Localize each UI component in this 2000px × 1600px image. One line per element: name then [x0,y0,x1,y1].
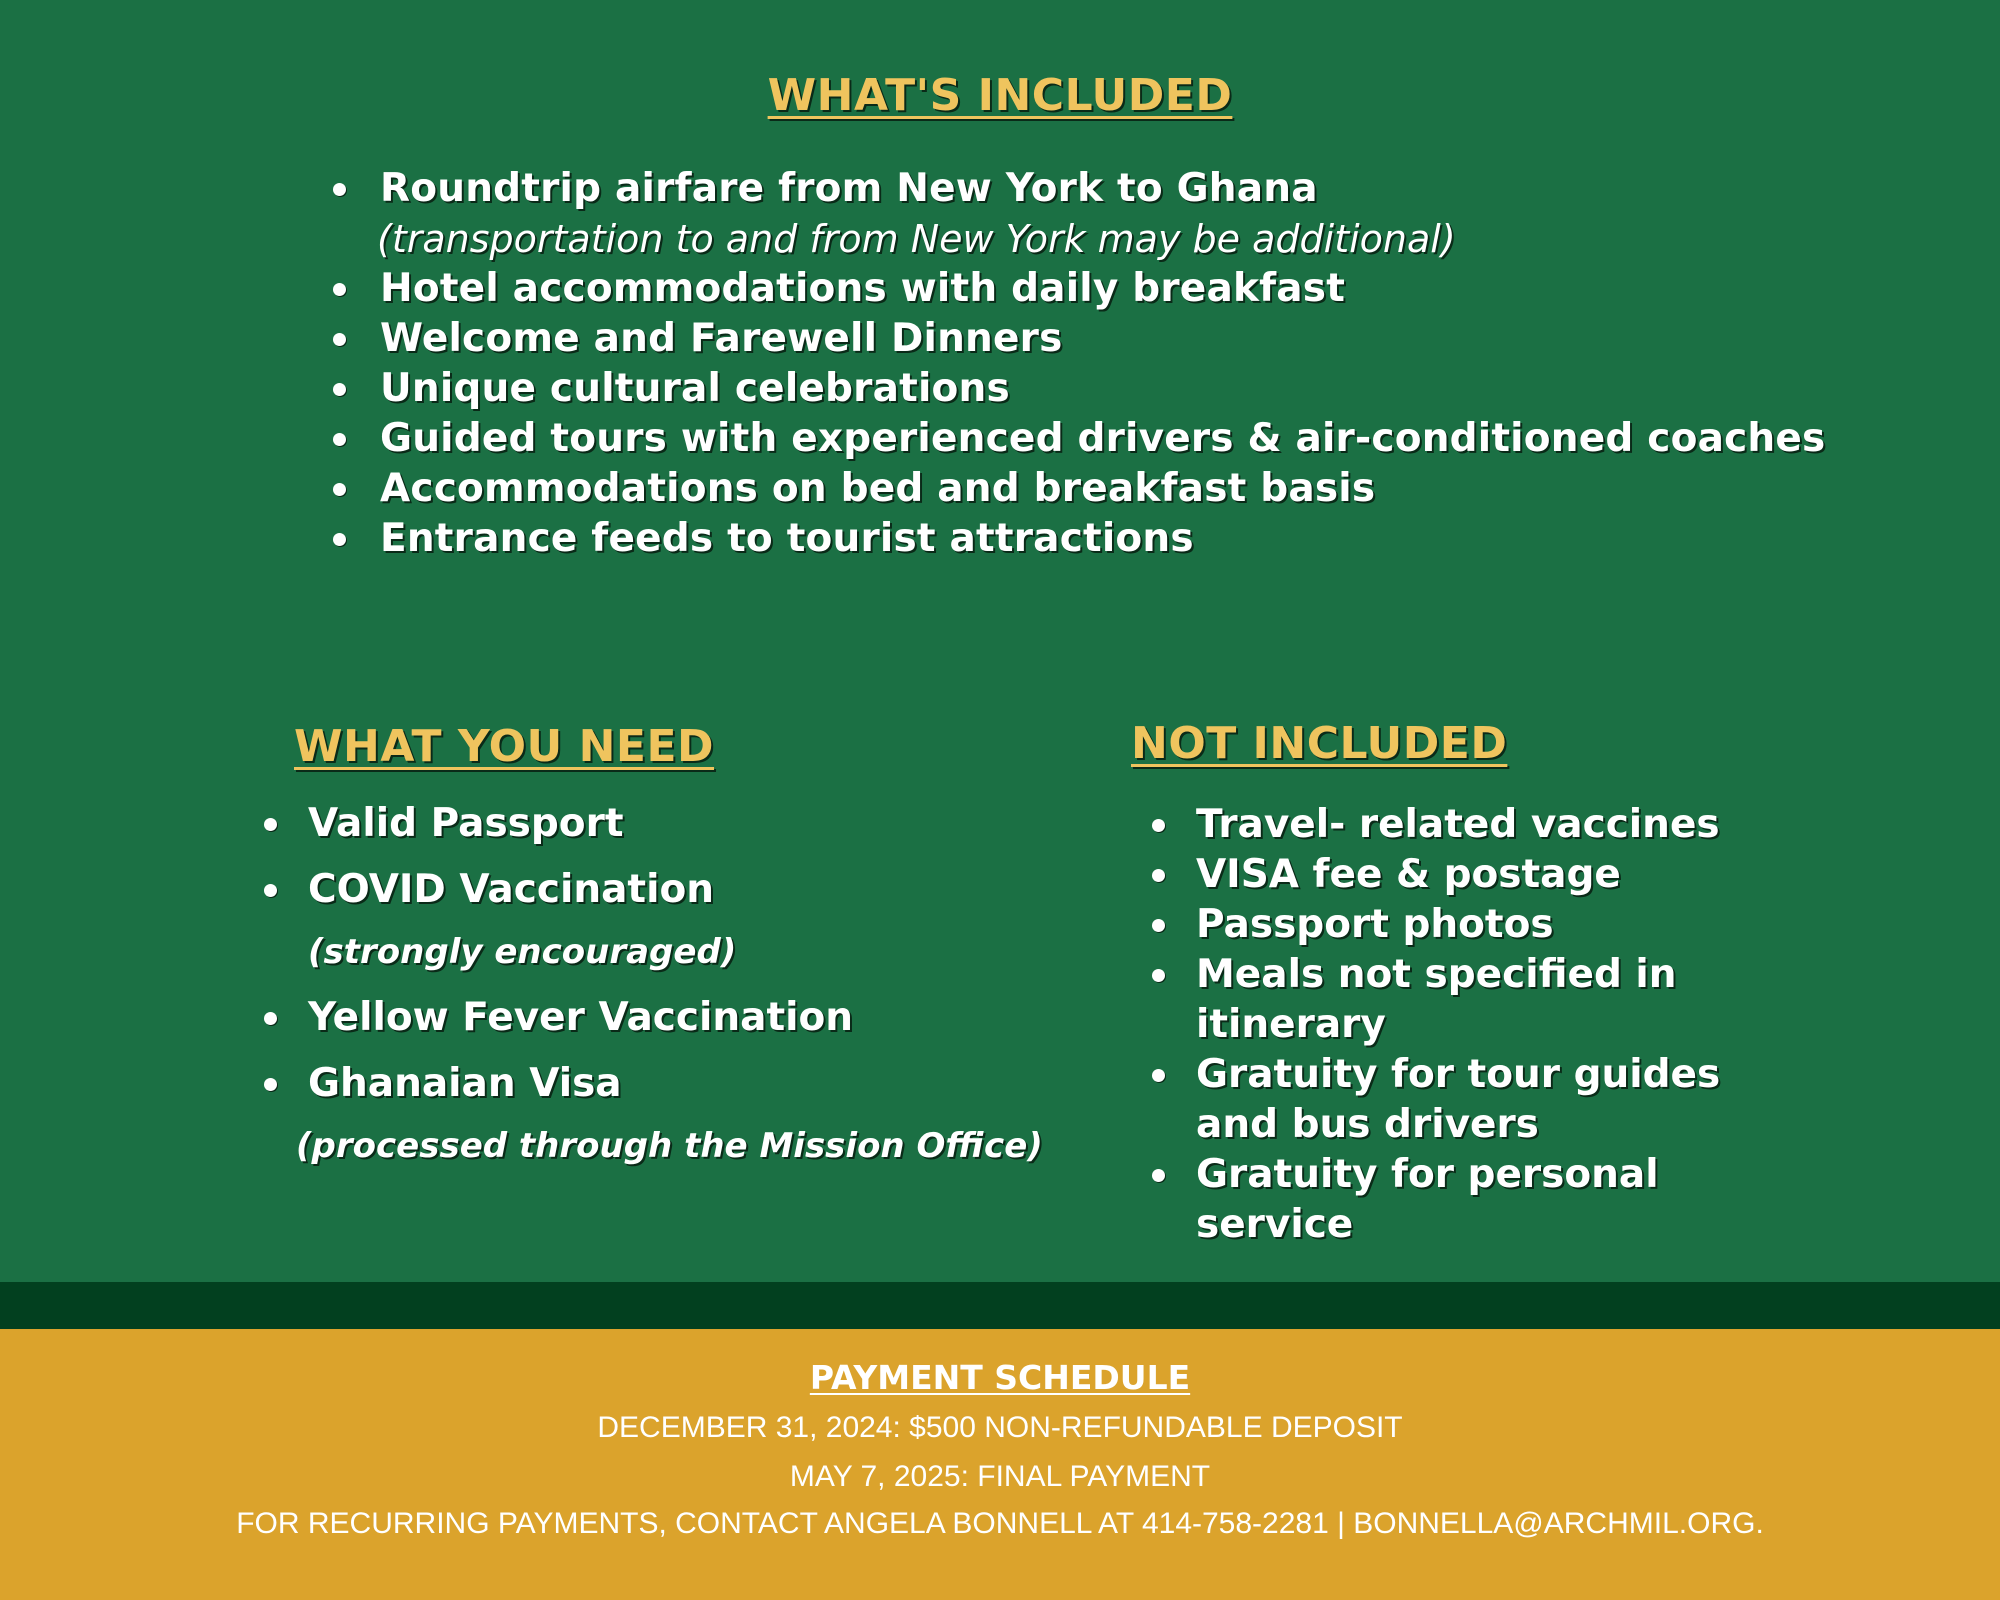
list-item: Accommodations on bed and breakfast basis [380,464,1825,514]
divider-band [0,1282,2000,1329]
airfare-note: (transportation to and from New York may be additional) [377,217,1456,261]
list-item: Gratuity for tour guides and bus drivers [1196,1050,1796,1150]
deposit-line: DECEMBER 31, 2024: $500 NON-REFUNDABLE DEPOSIT [597,1411,1403,1444]
visa-note: (processed through the Mission Office) [296,1126,1043,1166]
list-item: Valid Passport [308,796,1043,852]
list-item: Meals not specified in itinerary [1196,950,1756,1050]
final-payment-line: MAY 7, 2025: FINAL PAYMENT [789,1460,1211,1493]
list-item: VISA fee & postage [1196,850,1836,900]
whats-included-list [377,164,1826,564]
list-item: Yellow Fever Vaccination [308,990,1043,1046]
not-included-list [1196,800,1836,1250]
list-item: Travel- related vaccines [1196,800,1836,850]
contact-line: FOR RECURRING PAYMENTS, CONTACT ANGELA BONNELL AT 414-758-2281 | BONNELLA@ARCHMIL.ORG. [236,1507,1764,1540]
list-item: Passport photos [1196,900,1836,950]
what-you-need-list [296,796,1043,1184]
covid-note: (strongly encouraged) [308,932,737,972]
not-included-heading: NOT INCLUDED [1131,718,1508,769]
list-item: Guided tours with experienced drivers & air-conditioned coaches [380,414,1825,464]
list-item: Welcome and Farewell Dinners [380,314,1825,364]
list-item: Unique cultural celebrations [380,364,1825,414]
payment-schedule-heading: PAYMENT SCHEDULE [809,1358,1191,1397]
list-item: Gratuity for personal service [1196,1150,1756,1250]
list-item [377,164,1825,264]
whats-included-heading: WHAT'S INCLUDED [767,70,1233,121]
list-item: Ghanaian Visa [308,1056,1043,1112]
list-item: COVID Vaccination [308,862,1043,918]
included-item-airfare: Roundtrip airfare from New York to Ghana [380,166,1318,211]
list-item: Hotel accommodations with daily breakfast [380,264,1825,314]
list-item: Entrance feeds to tourist attractions [380,514,1825,564]
what-you-need-heading: WHAT YOU NEED [294,721,715,772]
